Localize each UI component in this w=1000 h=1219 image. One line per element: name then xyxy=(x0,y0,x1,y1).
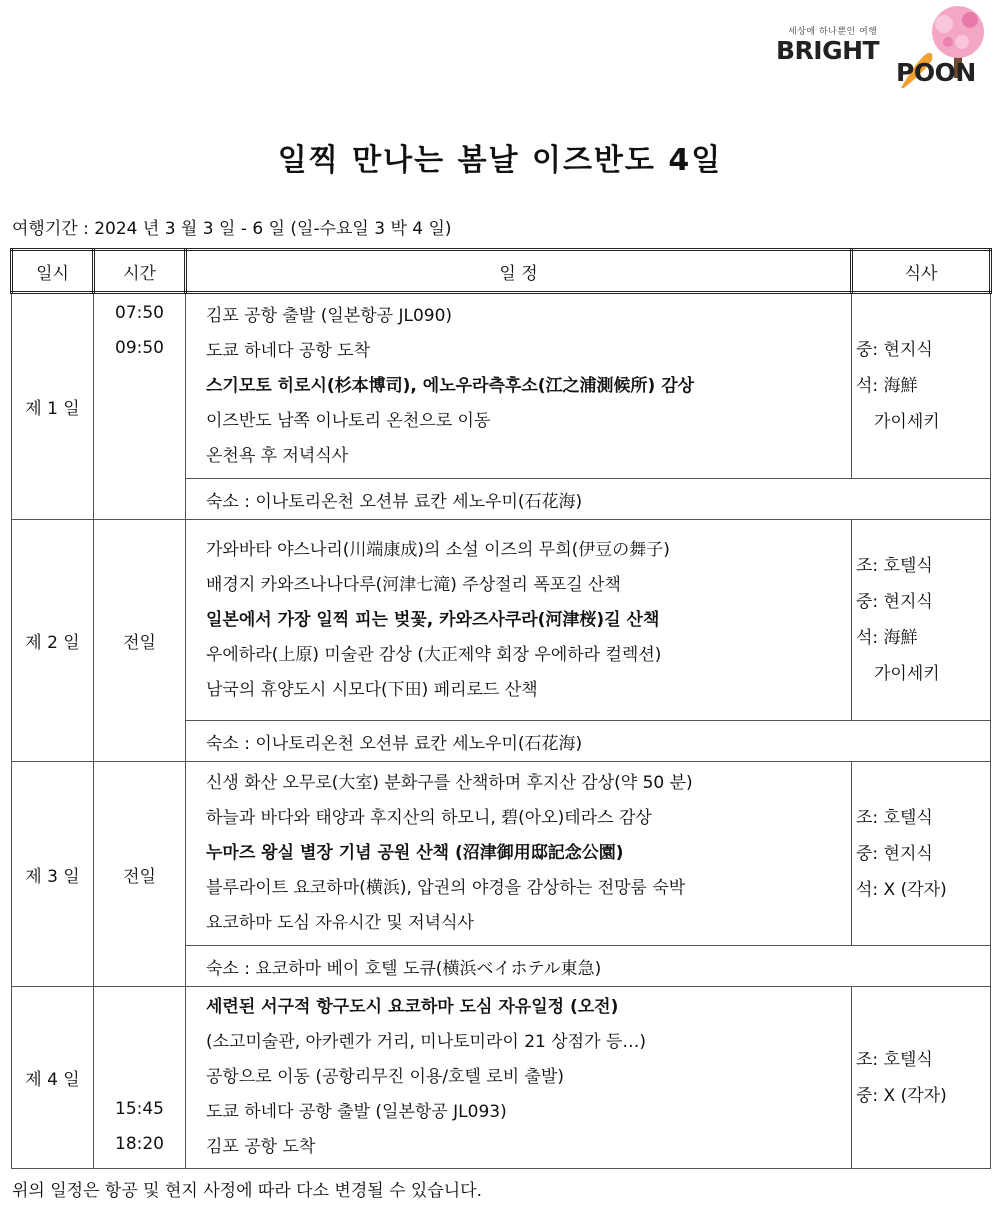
activities-cell xyxy=(186,293,852,479)
activity-item: 공항으로 이동 (공항리무진 이용/호텔 로비 출발) xyxy=(206,1067,565,1087)
time-value: 전일 xyxy=(94,762,186,987)
activity-item: 하늘과 바다와 태양과 후지산의 하모니, 碧(아오)테라스 감상 xyxy=(206,808,652,828)
accommodation: 숙소 : 이나토리온천 오션뷰 료칸 세노우미(石花海) xyxy=(186,721,991,762)
header-meal: 식사 xyxy=(852,250,991,293)
activity-item: (소고미술관, 아카렌가 거리, 미나토미라이 21 상점가 등…) xyxy=(206,1032,646,1052)
time-value: 09:50 xyxy=(115,338,164,358)
brand-word-poon: POON xyxy=(896,58,976,87)
meal-cell xyxy=(852,762,991,946)
meal-cell xyxy=(852,293,991,479)
meal-item: 중: 현지식 xyxy=(856,592,933,612)
activity-item: 배경지 카와즈나나다루(河津七滝) 주상절리 폭포길 산책 xyxy=(206,574,621,595)
travel-period: 여행기간 : 2024 년 3 월 3 일 - 6 일 (일-수요일 3 박 4 일) xyxy=(12,219,452,239)
day-label: 제 2 일 xyxy=(12,520,94,762)
activity-item: 가와바타 야스나리(川端康成)의 소설 이즈의 무희(伊豆の舞子) xyxy=(206,539,670,560)
meal-item: 가이세키 xyxy=(874,664,940,684)
activities-cell xyxy=(186,987,852,1169)
table-row xyxy=(12,987,991,1169)
activity-item: 김포 공항 도착 xyxy=(206,1137,316,1157)
meal-item: 조: 호텔식 xyxy=(856,1049,933,1070)
activity-item: 신생 화산 오무로(大室) 분화구를 산책하며 후지산 감상(약 50 분) xyxy=(206,773,693,793)
meal-item: 중: 현지식 xyxy=(856,340,933,360)
brand-tagline: 세상에 하나뿐인 여행 xyxy=(788,27,878,37)
day-label: 제 4 일 xyxy=(12,987,94,1169)
meal-item: 조: 호텔식 xyxy=(856,556,933,576)
meal-cell xyxy=(852,987,991,1169)
brand-word-bright: BRIGHT xyxy=(776,36,880,65)
meal-cell xyxy=(852,520,991,721)
time-value: 07:50 xyxy=(115,303,164,323)
meal-item: 조: 호텔식 xyxy=(856,807,933,828)
activity-item: 김포 공항 출발 (일본항공 JL090) xyxy=(206,305,453,326)
time-value: 15:45 xyxy=(115,1099,164,1119)
time-value: 전일 xyxy=(94,520,186,762)
schedule-table xyxy=(10,248,992,1169)
activity-item: 세련된 서구적 항구도시 요코하마 도심 자유일정 (오전) xyxy=(206,997,619,1017)
table-row xyxy=(12,293,991,479)
meal-item: 가이세키 xyxy=(874,412,940,432)
time-value: 18:20 xyxy=(115,1134,164,1154)
activity-item: 도쿄 하네다 공항 출발 (일본항공 JL093) xyxy=(206,1102,507,1122)
table-header-row xyxy=(12,250,991,293)
activity-item: 온천욕 후 저녁식사 xyxy=(206,445,349,466)
brand-logo xyxy=(776,2,996,90)
footer-note: 위의 일정은 항공 및 현지 사정에 따라 다소 변경될 수 있습니다. xyxy=(12,1181,482,1201)
table-row xyxy=(12,520,991,721)
meal-item: 중: 현지식 xyxy=(856,843,933,864)
activity-item: 이즈반도 남쪽 이나토리 온천으로 이동 xyxy=(206,410,491,431)
activity-item: 우에하라(上原) 미술관 감상 (大正제약 회장 우에하라 컬렉션) xyxy=(206,644,662,665)
header-day: 일시 xyxy=(12,250,94,293)
accommodation: 숙소 : 요코하마 베이 호텔 도큐(横浜ベイホテル東急) xyxy=(186,946,991,987)
time-cell xyxy=(94,293,186,520)
activity-item: 도쿄 하네다 공항 도착 xyxy=(206,340,371,361)
meal-item: 석: 海鮮 xyxy=(856,628,918,648)
time-cell xyxy=(94,987,186,1169)
activities-cell xyxy=(186,520,852,721)
activity-item: 남국의 휴양도시 시모다(下田) 페리로드 산책 xyxy=(206,679,538,700)
activity-item: 일본에서 가장 일찍 피는 벚꽃, 카와즈사쿠라(河津桜)길 산책 xyxy=(206,609,660,630)
header-time: 시간 xyxy=(94,250,186,293)
day-label: 제 3 일 xyxy=(12,762,94,987)
activity-item: 요코하마 도심 자유시간 및 저녁식사 xyxy=(206,913,474,933)
meal-item: 중: X (각자) xyxy=(856,1085,947,1106)
day-label: 제 1 일 xyxy=(12,293,94,520)
header-plan: 일 정 xyxy=(186,250,852,293)
page-title: 일찍 만나는 봄날 이즈반도 4일 xyxy=(277,143,723,178)
activity-item: 누마즈 왕실 별장 기념 공원 산책 (沼津御用邸記念公園) xyxy=(206,843,624,863)
table-row xyxy=(12,762,991,946)
accommodation: 숙소 : 이나토리온천 오션뷰 료칸 세노우미(石花海) xyxy=(186,479,991,520)
activity-item: 블루라이트 요코하마(横浜), 압권의 야경을 감상하는 전망룸 숙박 xyxy=(206,878,686,898)
activities-cell xyxy=(186,762,852,946)
activity-item: 스기모토 히로시(杉本博司), 에노우라측후소(江之浦測候所) 감상 xyxy=(206,375,695,396)
meal-item: 석: 海鮮 xyxy=(856,376,918,396)
meal-item: 석: X (각자) xyxy=(856,879,947,900)
